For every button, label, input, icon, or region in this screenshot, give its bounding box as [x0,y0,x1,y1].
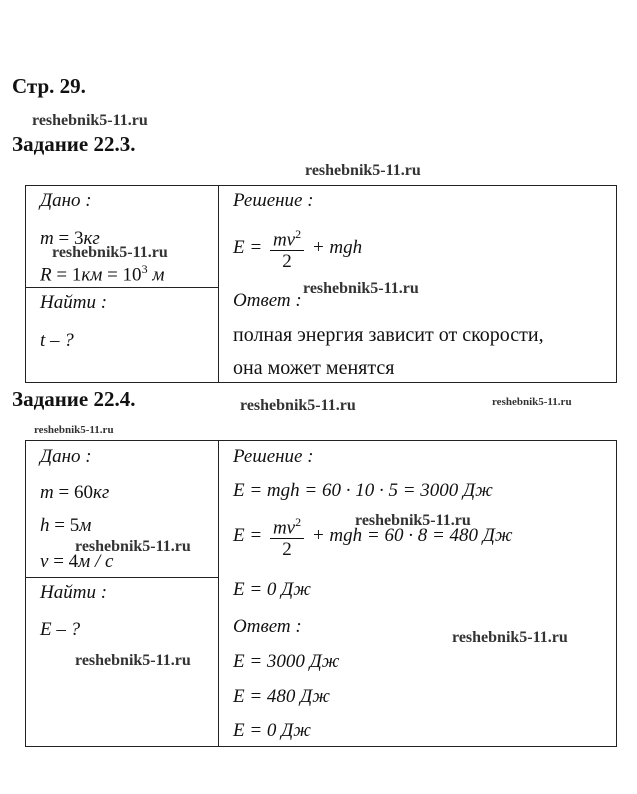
watermark: reshebnik5-11.ru [452,629,568,646]
task-22-3-title: Задание 22.3. [12,132,136,156]
task-22-4-given-velocity: v = 4м / с [40,551,114,572]
watermark: reshebnik5-11.ru [34,424,114,436]
task-22-3-find-label: Найти : [40,292,108,313]
task-22-4-given-mass: m = 60кг [40,482,110,503]
task-22-3-given-label: Дано : [40,190,92,211]
task-22-4-answer-1: E = 3000 Дж [233,651,340,672]
task-22-4-find-value: E – ? [40,619,81,640]
task-22-4-given-divider [25,577,218,578]
task-22-3-solution-label: Решение : [233,190,314,211]
task-22-3-given-divider [25,287,218,288]
task-22-4-zero-energy-line: E = 0 Дж [233,579,311,600]
task-22-4-find-label: Найти : [40,582,108,603]
task-22-4-given-label: Дано : [40,446,92,467]
task-22-3-given-radius: $R = 1км = 10^3$ м [40,262,165,286]
task-22-4-total-energy-line: E = $\frac{mv^2}{2}$ + mgh = 60 · 8 = 480 Дж [233,512,513,561]
task-22-4-potential-energy-line: E = mgh = 60 · 10 · 5 = 3000 Дж [233,480,493,501]
task-22-3-column-divider [218,185,219,383]
task-22-3-answer-line-1: полная энергия зависит от скорости, [233,324,544,346]
task-22-4-title: Задание 22.4. [12,387,136,411]
watermark: reshebnik5-11.ru [303,280,419,297]
page-number-heading: Стр. 29. [12,74,86,98]
task-22-3-given-mass: m = 3кг [40,228,100,249]
watermark: reshebnik5-11.ru [75,652,191,669]
task-22-3-energy-formula: E = $\frac{mv^2}{2}$ + mgh [233,224,362,273]
watermark: reshebnik5-11.ru [32,112,148,129]
watermark: reshebnik5-11.ru [355,512,471,529]
watermark: reshebnik5-11.ru [240,397,356,414]
task-22-4-given-height: h = 5м [40,515,92,536]
watermark: reshebnik5-11.ru [75,538,191,555]
watermark: reshebnik5-11.ru [492,396,572,408]
task-22-4-answer-label: Ответ : [233,616,302,637]
task-22-4-solution-label: Решение : [233,446,314,467]
watermark: reshebnik5-11.ru [305,162,421,179]
task-22-3-answer-label: Ответ : [233,290,302,311]
task-22-3-answer-line-2: она может менятся [233,357,395,379]
task-22-4-answer-2: E = 480 Дж [233,686,330,707]
task-22-4-answer-3: E = 0 Дж [233,720,311,741]
watermark: reshebnik5-11.ru [52,244,168,261]
task-22-4-column-divider [218,440,219,747]
task-22-3-find-value: t – ? [40,330,74,351]
